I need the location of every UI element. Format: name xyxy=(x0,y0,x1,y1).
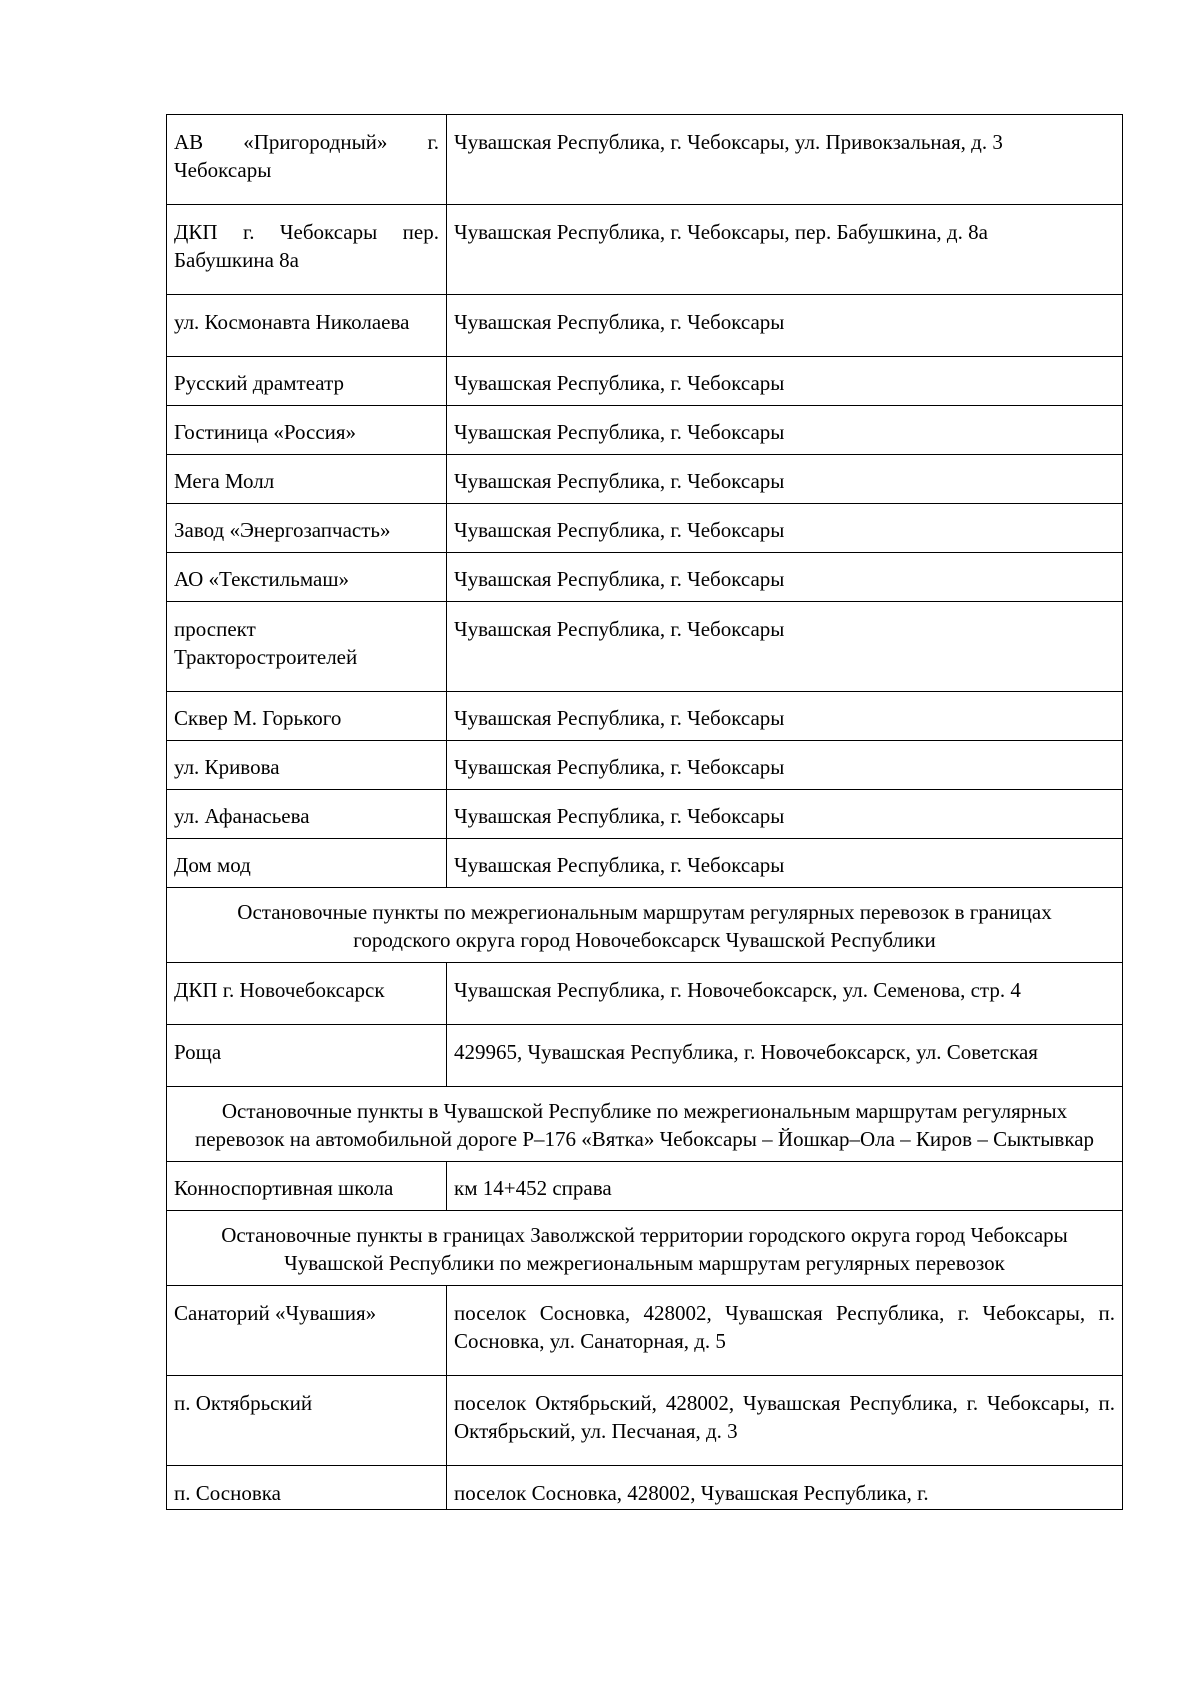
stop-name-cell: Конноспортивная школа xyxy=(167,1162,447,1211)
stop-address-cell: Чувашская Республика, г. Чебоксары xyxy=(447,741,1123,790)
table-row xyxy=(167,839,1123,888)
stop-address-cell: Чувашская Республика, г. Чебоксары xyxy=(447,295,1123,357)
stop-name-cell: п. Сосновка xyxy=(167,1466,447,1510)
stop-address-cell: поселок Сосновка, 428002, Чувашская Республика, г. xyxy=(447,1466,1123,1510)
stop-name-cell: ДКП г. Чебоксары пер. Бабушкина 8а xyxy=(167,205,447,295)
stop-name-cell: ул. Космонавта Николаева xyxy=(167,295,447,357)
table-row xyxy=(167,1286,1123,1376)
section-heading: Остановочные пункты по межрегиональным маршрутам регулярных перевозок в границах городского округа город Новочебоксарск Чувашской Республики xyxy=(167,888,1123,963)
stop-name-cell: Гостиница «Россия» xyxy=(167,406,447,455)
stop-address-cell: Чувашская Республика, г. Чебоксары xyxy=(447,602,1123,692)
stop-name-cell: п. Октябрьский xyxy=(167,1376,447,1466)
stop-address-cell: Чувашская Республика, г. Чебоксары xyxy=(447,553,1123,602)
stop-address-cell: Чувашская Республика, г. Чебоксары, ул. Привокзальная, д. 3 xyxy=(447,115,1123,205)
table-row xyxy=(167,115,1123,205)
table-row xyxy=(167,1162,1123,1211)
stop-address-cell: Чувашская Республика, г. Новочебоксарск, ул. Семенова, стр. 4 xyxy=(447,963,1123,1025)
section-heading-row xyxy=(167,1087,1123,1162)
stop-name-cell: Завод «Энергозапчасть» xyxy=(167,504,447,553)
stop-address-cell: Чувашская Республика, г. Чебоксары, пер. Бабушкина, д. 8а xyxy=(447,205,1123,295)
stop-address-cell: Чувашская Республика, г. Чебоксары xyxy=(447,692,1123,741)
stop-address-cell: 429965, Чувашская Республика, г. Новочебоксарск, ул. Советская xyxy=(447,1025,1123,1087)
stop-name-cell: ул. Афанасьева xyxy=(167,790,447,839)
section-heading: Остановочные пункты в границах Заволжской территории городского округа город Чебоксары Чувашской Республики по межрегиональным маршрутам регулярных перевозок xyxy=(167,1211,1123,1286)
stop-address-cell: Чувашская Республика, г. Чебоксары xyxy=(447,839,1123,888)
table-row xyxy=(167,455,1123,504)
table-row xyxy=(167,692,1123,741)
stop-name-cell: Роща xyxy=(167,1025,447,1087)
stop-name-cell: ул. Кривова xyxy=(167,741,447,790)
table-row xyxy=(167,553,1123,602)
stop-address-cell: Чувашская Республика, г. Чебоксары xyxy=(447,455,1123,504)
stop-name-cell: Дом мод xyxy=(167,839,447,888)
section-heading: Остановочные пункты в Чувашской Республике по межрегиональным маршрутам регулярных перевозок на автомобильной дороге Р–176 «Вятка» Чебоксары – Йошкар–Ола – Киров – Сыктывкар xyxy=(167,1087,1123,1162)
stop-name-cell: ДКП г. Новочебоксарск xyxy=(167,963,447,1025)
table-row xyxy=(167,602,1123,692)
stop-name-cell: АВ «Пригородный» г. Чебоксары xyxy=(167,115,447,205)
stop-address-cell: поселок Сосновка, 428002, Чувашская Республика, г. Чебоксары, п. Сосновка, ул. Санаторная, д. 5 xyxy=(447,1286,1123,1376)
table-row xyxy=(167,790,1123,839)
table-row xyxy=(167,1025,1123,1087)
stop-address-cell: Чувашская Республика, г. Чебоксары xyxy=(447,406,1123,455)
stop-address-cell: Чувашская Республика, г. Чебоксары xyxy=(447,357,1123,406)
stop-name-cell: Сквер М. Горького xyxy=(167,692,447,741)
bus-stops-table xyxy=(166,114,1123,1510)
section-heading-row xyxy=(167,1211,1123,1286)
stop-address-cell: км 14+452 справа xyxy=(447,1162,1123,1211)
stop-name-cell: АО «Текстильмаш» xyxy=(167,553,447,602)
table-row xyxy=(167,741,1123,790)
stop-name-cell: проспект Тракторостроителей xyxy=(167,602,447,692)
stop-address-cell: поселок Октябрьский, 428002, Чувашская Республика, г. Чебоксары, п. Октябрьский, ул. Песчаная, д. 3 xyxy=(447,1376,1123,1466)
stop-name-cell: Русский драмтеатр xyxy=(167,357,447,406)
stop-name-cell: Санаторий «Чувашия» xyxy=(167,1286,447,1376)
table-row xyxy=(167,205,1123,295)
table-row xyxy=(167,1376,1123,1466)
table-row xyxy=(167,963,1123,1025)
stop-address-cell: Чувашская Республика, г. Чебоксары xyxy=(447,790,1123,839)
table-row xyxy=(167,357,1123,406)
table-row xyxy=(167,1466,1123,1510)
table-row xyxy=(167,504,1123,553)
table-row xyxy=(167,406,1123,455)
stop-name-cell: Мега Молл xyxy=(167,455,447,504)
stop-address-cell: Чувашская Республика, г. Чебоксары xyxy=(447,504,1123,553)
table-row xyxy=(167,295,1123,357)
section-heading-row xyxy=(167,888,1123,963)
